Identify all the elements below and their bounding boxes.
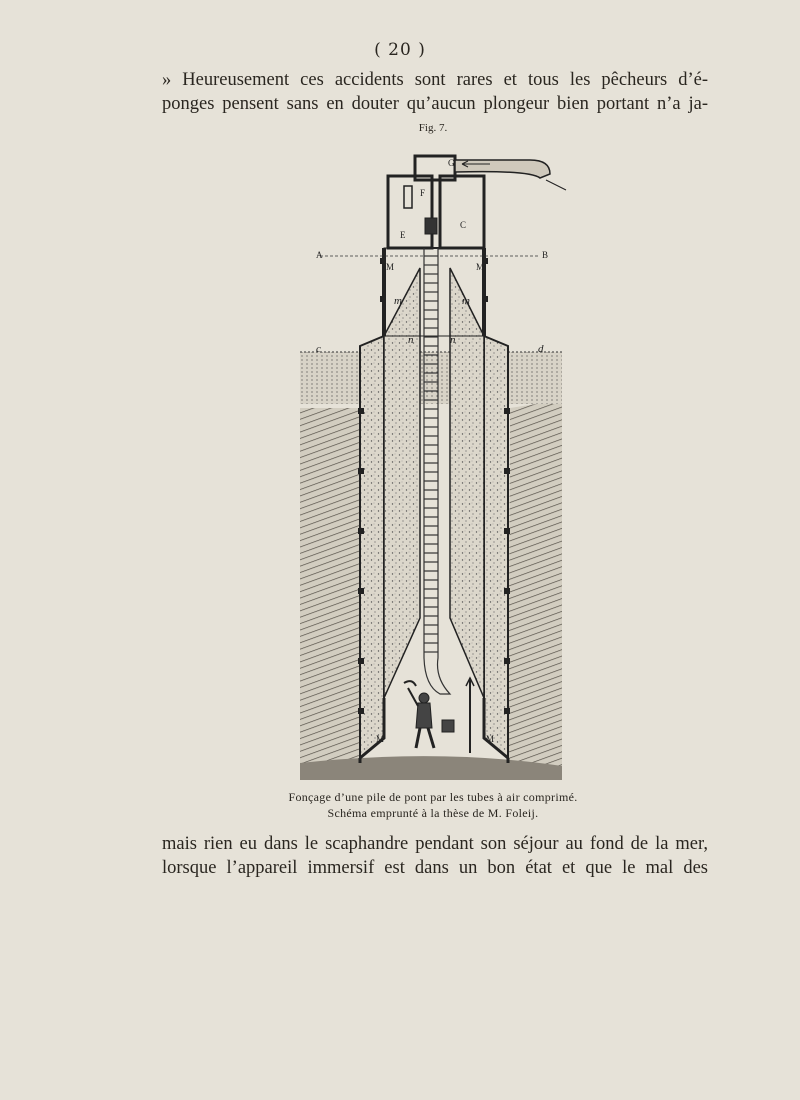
worker-figure <box>404 678 474 753</box>
label-E: E <box>400 230 406 240</box>
figure-caption-line1: Fonçage d’une pile de pont par les tubes à air comprimé. <box>288 790 578 804</box>
label-F: F <box>420 188 426 198</box>
figure-caption-line2: Schéma emprunté à la thèse de M. Foleij. <box>327 806 539 820</box>
text-line: mais rien eu dans le scaphandre pendant son séjour au fond de la mer, <box>162 834 708 854</box>
text-line: » Heureusement ces accidents sont rares et tous les pêcheurs d’é- <box>162 70 708 90</box>
label-c: c <box>316 343 321 355</box>
caisson-illustration <box>300 138 580 780</box>
text-line: ponges pensent sans en douter qu’aucun plongeur bien portant n’a ja- <box>162 94 708 114</box>
text-line: lorsque l’appareil immersif est dans un bon état et que le mal des <box>162 858 708 878</box>
shaft-ladder <box>424 248 450 694</box>
label-G: G <box>448 158 455 168</box>
label-A: A <box>316 250 323 260</box>
label-M-right-top: M <box>476 262 485 272</box>
label-m-left: m <box>394 295 402 307</box>
label-M-left-top: M <box>386 262 395 272</box>
caisson-walls <box>360 248 508 763</box>
label-m-right: m <box>462 295 470 307</box>
label-n-right: n <box>450 334 456 346</box>
label-M-left-bottom: M <box>376 734 385 744</box>
water-layer <box>300 352 562 404</box>
label-C: C <box>460 220 467 230</box>
label-d: d <box>538 343 544 355</box>
label-M-right-bottom: M <box>486 734 495 744</box>
figure-label: Fig. 7. <box>418 122 448 134</box>
body-text-top <box>162 68 708 116</box>
body-text-bottom <box>162 832 708 880</box>
label-n-left: n <box>408 334 414 346</box>
label-B: B <box>542 250 549 260</box>
page-number: ( 20 ) <box>374 40 426 60</box>
